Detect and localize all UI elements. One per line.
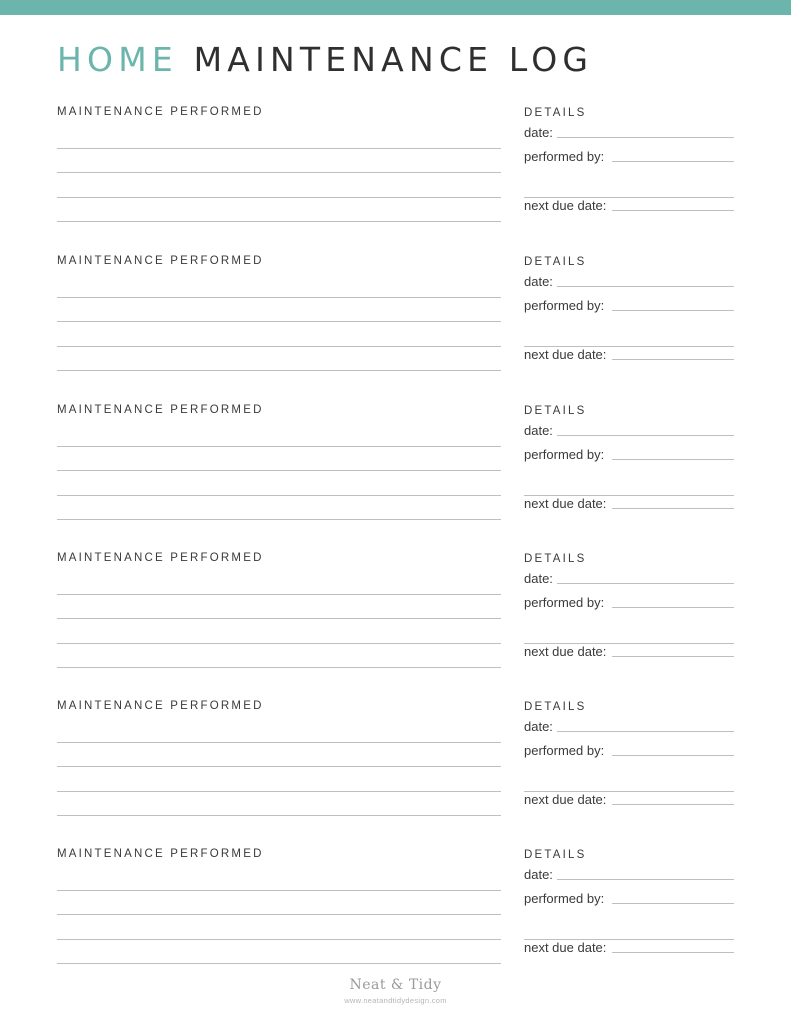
date-label: date: bbox=[524, 125, 553, 140]
log-section bbox=[0, 847, 791, 997]
maintenance-write-line[interactable] bbox=[57, 963, 501, 964]
maintenance-performed-heading: MAINTENANCE PERFORMED bbox=[57, 255, 264, 267]
maintenance-write-line[interactable] bbox=[57, 519, 501, 520]
maintenance-write-line[interactable] bbox=[57, 370, 501, 371]
details-heading: DETAILS bbox=[524, 701, 587, 713]
maintenance-write-line[interactable] bbox=[57, 594, 501, 595]
next-due-date-write-line[interactable] bbox=[612, 508, 734, 509]
page-title-rest: MAINTENANCE LOG bbox=[193, 40, 594, 79]
performed-by-label: performed by: bbox=[524, 743, 605, 758]
date-label: date: bbox=[524, 719, 553, 734]
log-section bbox=[0, 551, 791, 701]
performed-by-label: performed by: bbox=[524, 149, 605, 164]
maintenance-write-line[interactable] bbox=[57, 667, 501, 668]
next-due-date-write-line[interactable] bbox=[612, 804, 734, 805]
performed-by-write-line[interactable] bbox=[612, 755, 734, 756]
details-heading: DETAILS bbox=[524, 405, 587, 417]
date-label: date: bbox=[524, 274, 553, 289]
maintenance-write-line[interactable] bbox=[57, 221, 501, 222]
maintenance-performed-heading: MAINTENANCE PERFORMED bbox=[57, 106, 264, 118]
page-title bbox=[57, 38, 593, 82]
maintenance-write-line[interactable] bbox=[57, 346, 501, 347]
performed-by-extra-line[interactable] bbox=[524, 346, 734, 347]
maintenance-write-line[interactable] bbox=[57, 815, 501, 816]
date-label: date: bbox=[524, 423, 553, 438]
performed-by-extra-line[interactable] bbox=[524, 197, 734, 198]
log-section bbox=[0, 699, 791, 849]
next-due-date-label: next due date: bbox=[524, 198, 607, 213]
performed-by-label: performed by: bbox=[524, 595, 605, 610]
maintenance-performed-heading: MAINTENANCE PERFORMED bbox=[57, 404, 264, 416]
performed-by-label: performed by: bbox=[524, 891, 605, 906]
maintenance-write-line[interactable] bbox=[57, 197, 501, 198]
performed-by-write-line[interactable] bbox=[612, 459, 734, 460]
performed-by-extra-line[interactable] bbox=[524, 791, 734, 792]
maintenance-write-line[interactable] bbox=[57, 446, 501, 447]
performed-by-extra-line[interactable] bbox=[524, 643, 734, 644]
maintenance-write-line[interactable] bbox=[57, 914, 501, 915]
next-due-date-write-line[interactable] bbox=[612, 210, 734, 211]
performed-by-write-line[interactable] bbox=[612, 161, 734, 162]
log-section bbox=[0, 254, 791, 404]
maintenance-write-line[interactable] bbox=[57, 939, 501, 940]
maintenance-write-line[interactable] bbox=[57, 297, 501, 298]
performed-by-label: performed by: bbox=[524, 298, 605, 313]
date-write-line[interactable] bbox=[557, 286, 734, 287]
date-write-line[interactable] bbox=[557, 879, 734, 880]
maintenance-write-line[interactable] bbox=[57, 148, 501, 149]
date-write-line[interactable] bbox=[557, 731, 734, 732]
maintenance-performed-heading: MAINTENANCE PERFORMED bbox=[57, 848, 264, 860]
date-write-line[interactable] bbox=[557, 583, 734, 584]
maintenance-performed-heading: MAINTENANCE PERFORMED bbox=[57, 552, 264, 564]
next-due-date-write-line[interactable] bbox=[612, 656, 734, 657]
date-label: date: bbox=[524, 571, 553, 586]
maintenance-write-line[interactable] bbox=[57, 618, 501, 619]
maintenance-write-line[interactable] bbox=[57, 890, 501, 891]
next-due-date-label: next due date: bbox=[524, 496, 607, 511]
log-section bbox=[0, 105, 791, 255]
page-title-accent: HOME bbox=[57, 40, 178, 79]
maintenance-write-line[interactable] bbox=[57, 766, 501, 767]
next-due-date-write-line[interactable] bbox=[612, 359, 734, 360]
log-section bbox=[0, 403, 791, 553]
details-heading: DETAILS bbox=[524, 849, 587, 861]
next-due-date-label: next due date: bbox=[524, 644, 607, 659]
date-write-line[interactable] bbox=[557, 137, 734, 138]
maintenance-write-line[interactable] bbox=[57, 495, 501, 496]
next-due-date-label: next due date: bbox=[524, 940, 607, 955]
maintenance-write-line[interactable] bbox=[57, 172, 501, 173]
next-due-date-label: next due date: bbox=[524, 347, 607, 362]
next-due-date-write-line[interactable] bbox=[612, 952, 734, 953]
maintenance-performed-heading: MAINTENANCE PERFORMED bbox=[57, 700, 264, 712]
details-heading: DETAILS bbox=[524, 553, 587, 565]
maintenance-write-line[interactable] bbox=[57, 643, 501, 644]
performed-by-write-line[interactable] bbox=[612, 607, 734, 608]
footer-url: www.neatandtidydesign.com bbox=[344, 996, 447, 1005]
date-label: date: bbox=[524, 867, 553, 882]
details-heading: DETAILS bbox=[524, 256, 587, 268]
date-write-line[interactable] bbox=[557, 435, 734, 436]
maintenance-write-line[interactable] bbox=[57, 321, 501, 322]
performed-by-write-line[interactable] bbox=[612, 903, 734, 904]
maintenance-write-line[interactable] bbox=[57, 791, 501, 792]
performed-by-write-line[interactable] bbox=[612, 310, 734, 311]
top-accent-bar bbox=[0, 0, 791, 15]
performed-by-extra-line[interactable] bbox=[524, 939, 734, 940]
next-due-date-label: next due date: bbox=[524, 792, 607, 807]
maintenance-write-line[interactable] bbox=[57, 742, 501, 743]
details-heading: DETAILS bbox=[524, 107, 587, 119]
maintenance-write-line[interactable] bbox=[57, 470, 501, 471]
performed-by-label: performed by: bbox=[524, 447, 605, 462]
footer-brand: Neat & Tidy bbox=[349, 977, 442, 993]
performed-by-extra-line[interactable] bbox=[524, 495, 734, 496]
